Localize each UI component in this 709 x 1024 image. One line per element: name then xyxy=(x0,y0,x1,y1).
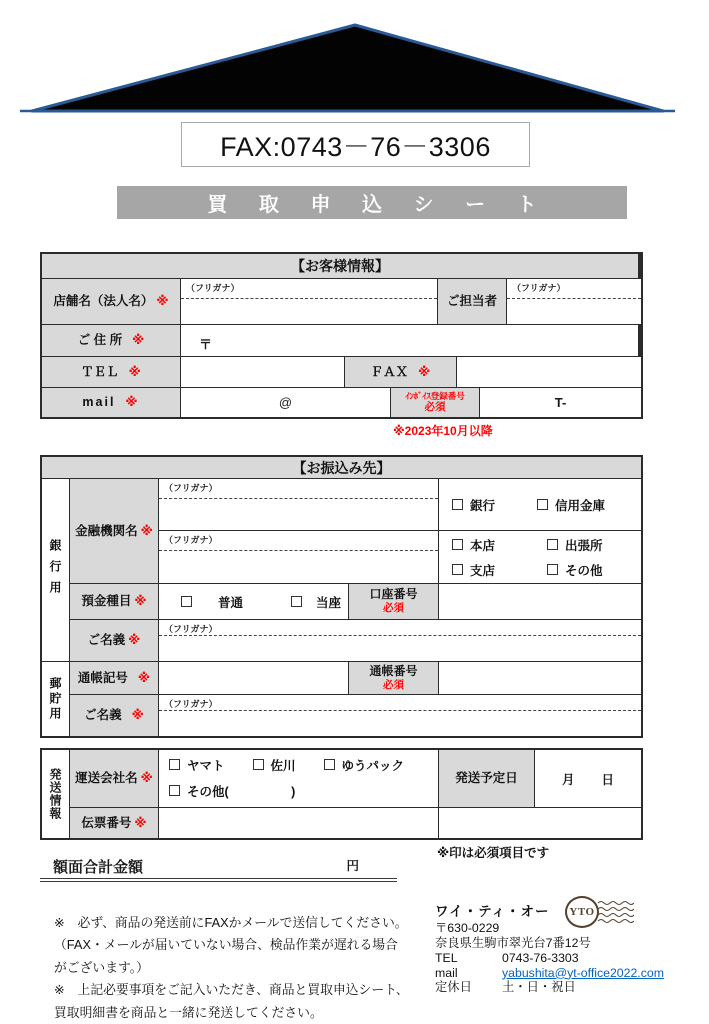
checkbox-label: 出張所 xyxy=(565,538,603,553)
slip-number-label: 伝票番号 ※ xyxy=(70,808,158,838)
checkbox-icon[interactable] xyxy=(547,539,558,550)
checkbox-label: 当座 xyxy=(316,595,342,610)
customer-section-title: 【お客様情報】 xyxy=(291,258,389,274)
bank-type-checkboxes xyxy=(439,479,641,530)
checkbox-icon[interactable] xyxy=(181,596,192,607)
yto-logo-circle xyxy=(565,896,599,928)
required-mark: ※ xyxy=(131,708,144,722)
checkbox-honten[interactable] xyxy=(452,536,547,554)
shop-name-input[interactable] xyxy=(181,279,437,324)
checkbox-futsu[interactable] xyxy=(181,593,243,611)
account-number-label: 口座番号 必須 xyxy=(349,584,438,619)
checkbox-label: 信用金庫 xyxy=(555,498,606,513)
furigana-label: （フリガナ） xyxy=(159,479,438,499)
company-info xyxy=(435,905,709,995)
company-mail-label: mail xyxy=(435,965,458,980)
footer-note-line: （FAX・メールが届いていない場合、検品作業が遅れる場合 xyxy=(54,937,398,953)
company-mail-link[interactable]: yabushita@yt-office2022.com xyxy=(502,965,664,980)
checkbox-icon[interactable] xyxy=(547,564,558,575)
fax-input[interactable] xyxy=(457,357,641,387)
mail-label: mail ※ xyxy=(42,388,180,417)
company-tel-row xyxy=(435,951,709,965)
title-banner xyxy=(117,186,627,219)
yto-logo-text: YTO xyxy=(569,905,595,918)
checkbox-icon[interactable] xyxy=(452,564,463,575)
carrier-label: 運送会社名 ※ xyxy=(70,750,158,807)
shipping-info-table xyxy=(40,748,643,840)
checkbox-label: 本店 xyxy=(470,538,496,553)
checkbox-shiten[interactable] xyxy=(452,561,547,579)
passbook-number-input[interactable] xyxy=(439,662,641,694)
checkbox-yamato[interactable] xyxy=(169,756,225,774)
customer-info-table xyxy=(40,252,643,419)
postal-mark: 〒 xyxy=(199,337,213,352)
ship-date-input[interactable] xyxy=(535,750,641,807)
ship-date-label: 発送予定日 xyxy=(439,750,534,807)
company-name: ワイ・ティ・オー xyxy=(435,904,550,919)
checkbox-other-carrier[interactable] xyxy=(169,782,295,800)
address-label: ご 住 所 ※ xyxy=(42,325,180,356)
company-closed-value: 土・日・祝日 xyxy=(502,980,576,995)
checkbox-icon[interactable] xyxy=(291,596,302,607)
checkbox-sagawa[interactable] xyxy=(253,756,296,774)
mail-input[interactable] xyxy=(181,388,390,417)
checkbox-icon[interactable] xyxy=(253,759,264,770)
slip-extra-cell[interactable] xyxy=(439,808,641,838)
invoice-prefix: T- xyxy=(554,395,567,410)
invoice-number-label: ｲﾝﾎﾞｲｽ登録番号 必須 xyxy=(391,388,479,417)
day-label: 日 xyxy=(601,772,614,787)
invoice-date-note: ※2023年10月以降 xyxy=(393,424,493,438)
total-amount-label: 額面合計金額 xyxy=(53,859,144,876)
account-number-input[interactable] xyxy=(439,584,641,619)
furigana-label: （フリガナ） xyxy=(159,695,641,711)
bank-transfer-table xyxy=(40,455,643,738)
postal-holder-input[interactable] xyxy=(159,695,641,736)
company-tel-label: TEL xyxy=(435,950,458,965)
footer-notes xyxy=(54,912,446,1024)
checkbox-label: ゆうパック xyxy=(341,758,405,773)
passbook-symbol-input[interactable] xyxy=(159,662,348,694)
checkbox-icon[interactable] xyxy=(169,759,180,770)
holder-name-label: ご名義 ※ xyxy=(70,620,158,661)
postmark-waves-icon xyxy=(596,899,634,927)
company-closed-label: 定休日 xyxy=(435,980,472,995)
invoice-number-input[interactable] xyxy=(480,388,641,417)
checkbox-icon[interactable] xyxy=(169,785,180,796)
company-tel-value: 0743-76-3303 xyxy=(502,950,579,965)
tel-input[interactable] xyxy=(181,357,344,387)
checkbox-label: ヤマト xyxy=(187,758,225,773)
company-closed-row xyxy=(435,980,709,994)
yen-label: 円 xyxy=(346,859,359,873)
checkbox-shinkin[interactable] xyxy=(537,496,605,514)
checkbox-bank[interactable] xyxy=(452,496,495,514)
required-items-note: ※印は必須項目です xyxy=(437,846,550,860)
holder-name-input[interactable] xyxy=(159,620,641,661)
required-mark: ※ xyxy=(156,294,169,308)
checkbox-label: 佐川 xyxy=(270,758,296,773)
checkbox-sonota[interactable] xyxy=(547,561,641,579)
footer-note-line: ※ 必ず、商品の発送前にFAXかメールで送信してください。 xyxy=(54,915,408,930)
roof-triangle xyxy=(32,25,663,111)
required-mark: ※ xyxy=(140,771,153,785)
checkbox-toza[interactable] xyxy=(291,593,341,611)
furigana-label: （フリガナ） xyxy=(181,279,437,299)
branch-name-input[interactable] xyxy=(159,531,438,583)
carrier-checkboxes xyxy=(159,750,438,807)
bank-use-vertical-label: 銀行用 xyxy=(42,479,69,661)
required-mark: ※ xyxy=(128,364,141,379)
contact-input[interactable] xyxy=(507,279,641,324)
required-mark: ※ xyxy=(134,594,147,608)
slip-number-input[interactable] xyxy=(159,808,438,838)
company-mail-row xyxy=(435,966,709,980)
branch-type-checkboxes xyxy=(439,531,641,583)
bank-section-title: 【お振込み先】 xyxy=(292,459,391,476)
institution-name-input[interactable] xyxy=(159,479,438,530)
postal-use-vertical-label: 郵貯用 xyxy=(42,662,69,736)
deposit-type-label: 預金種目 ※ xyxy=(70,584,158,619)
roof-triangle-graphic xyxy=(0,0,709,116)
company-address: 奈良県生駒市翠光台7番12号 xyxy=(435,936,591,951)
footer-note-line: ※ 上記必要事項をご記入いただき、商品と買取申込シート、 xyxy=(54,982,409,998)
bank-section-header xyxy=(42,457,641,478)
contact-label: ご担当者 xyxy=(438,279,506,324)
required-mark: ※ xyxy=(140,523,153,538)
yto-logo-stamp xyxy=(565,896,635,930)
at-sign: @ xyxy=(278,395,293,410)
fax-number-text: FAX:0743－76－3306 xyxy=(220,132,491,162)
company-postal: 〒630-0229 xyxy=(435,921,500,936)
furigana-label: （フリガナ） xyxy=(159,620,641,636)
customer-section-header xyxy=(42,254,638,278)
page-title: 買 取 申 込 シ ー ト xyxy=(207,194,550,216)
checkbox-label: その他 xyxy=(565,563,603,578)
checkbox-label: その他( ) xyxy=(187,784,296,799)
checkbox-shucchojo[interactable] xyxy=(547,536,641,554)
fax-label: ＦＡＸ ※ xyxy=(345,357,456,387)
address-input[interactable] xyxy=(181,325,638,356)
checkbox-icon[interactable] xyxy=(452,539,463,550)
required-mark: ※ xyxy=(128,633,141,647)
fax-number-box xyxy=(181,122,530,167)
checkbox-icon[interactable] xyxy=(537,499,548,510)
checkbox-yupack[interactable] xyxy=(324,756,405,774)
checkbox-label: 普通 xyxy=(218,595,244,610)
shipping-vertical-label: 発送情報 xyxy=(42,750,69,838)
footer-note-line: 買取明細書を商品と一緒に発送してください。 xyxy=(54,1004,323,1020)
passbook-number-label: 通帳番号 必須 xyxy=(349,662,438,694)
total-amount-row xyxy=(40,856,397,882)
shop-name-label: 店舗名（法人名） ※ xyxy=(42,279,180,324)
checkbox-label: 銀行 xyxy=(470,498,496,513)
tel-label: ＴＥＬ ※ xyxy=(42,357,180,387)
furigana-label: （フリガナ） xyxy=(507,279,641,299)
required-mark: ※ xyxy=(125,395,140,409)
deposit-type-checkboxes xyxy=(159,584,348,619)
furigana-label: （フリガナ） xyxy=(159,531,438,551)
checkbox-icon[interactable] xyxy=(452,499,463,510)
required-mark: ※ xyxy=(137,670,151,685)
footer-note-line: がございます。） xyxy=(54,959,149,975)
postal-holder-label: ご名義 ※ xyxy=(70,695,158,736)
required-mark: ※ xyxy=(418,364,431,379)
passbook-symbol-label: 通帳記号 ※ xyxy=(70,662,158,694)
institution-label: 金融機関名 ※ xyxy=(70,479,158,583)
month-label: 月 xyxy=(561,772,575,787)
required-mark: ※ xyxy=(134,815,147,830)
checkbox-icon[interactable] xyxy=(324,759,335,770)
required-mark: ※ xyxy=(132,333,145,347)
checkbox-label: 支店 xyxy=(470,563,496,578)
